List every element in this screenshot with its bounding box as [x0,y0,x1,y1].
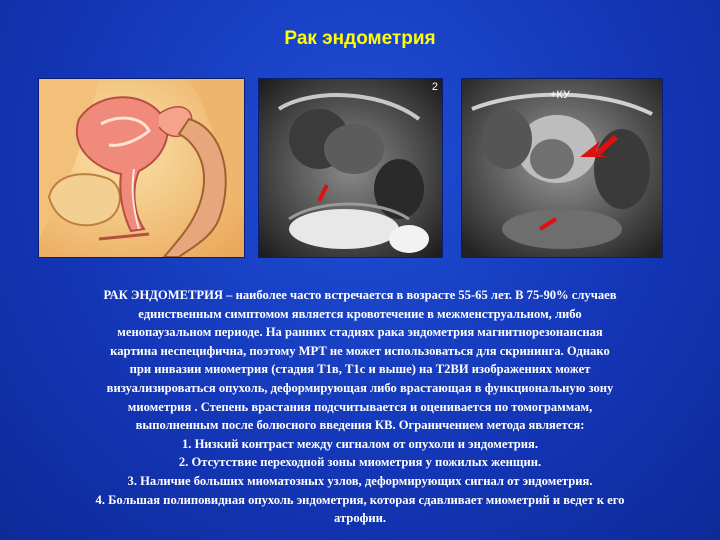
body-line: при инвазии миометрия (стадия T1в, T1c и выше) на T2ВИ изображениях может [129,362,591,377]
mri-contrast-label: +КУ [550,89,570,101]
body-line: 4. Большая полиповидная опухоль эндометрия, которая сдавливает миометрий и ведет к его [95,492,625,507]
mri-t2-drawing [259,79,442,257]
mri-t2-marker: 2 [431,81,438,93]
body-line: картина неспецифична, поэтому МРТ не может использоваться для скрининга. Однако [110,343,610,358]
body-line: 2. Отсутствие переходной зоны миометрия у пожилых женщин. [178,455,542,470]
body-line: 3. Наличие больших миоматозных узлов, деформирующих сигнал от эндометрия. [127,473,593,488]
mri-contrast-drawing [462,79,662,257]
body-line: выполненным после болюсного введения КВ. Ограничением метода является: [135,418,585,433]
body-text [14,286,706,528]
slide-title: Рак эндометрия [284,28,436,49]
mri-t2-image [258,78,443,258]
body-line: миометрия . Степень врастания подсчитывается и оценивается по томограммам, [127,399,593,414]
anatomy-drawing [39,79,244,257]
body-line: 1. Низкий контраст между сигналом от опухоли и эндометрия. [181,436,539,451]
body-line: визуализироваться опухоль, деформирующая либо врастающая в функциональную зону [106,380,614,395]
body-line: единственным симптомом является кровотечение в межменструальном, либо [138,306,582,321]
body-line: атрофии. [334,511,386,526]
body-line: менопаузальном периоде. На ранних стадиях рака эндометрия магнитнорезонансная [117,325,603,340]
anatomy-illustration [38,78,245,258]
body-line: РАК ЭНДОМЕТРИЯ – наиболее часто встречается в возрасте 55-65 лет. В 75-90% случаев [103,288,617,302]
mri-contrast-image [461,78,663,258]
